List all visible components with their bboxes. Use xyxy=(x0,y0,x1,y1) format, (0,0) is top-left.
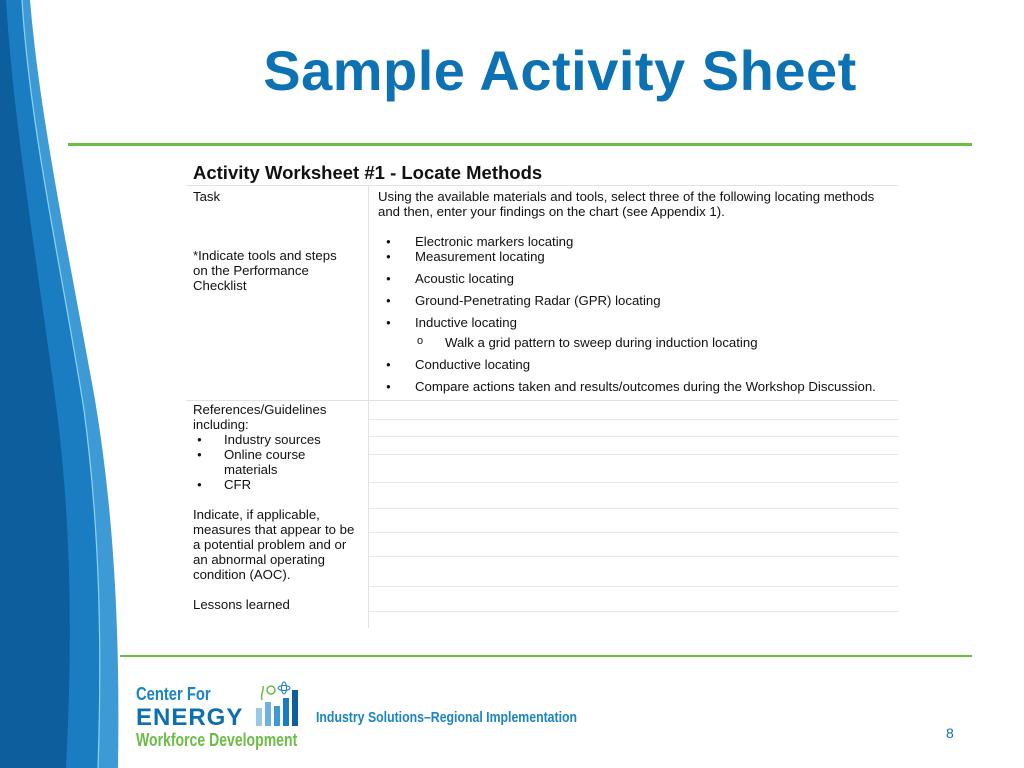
list-item: ● CFR xyxy=(193,477,368,492)
task-description: Using the available materials and tools, select three of the following locating methods and then, enter your findings on the chart (see Appendix 1). xyxy=(378,189,875,219)
lessons-learned-label: Lessons learned xyxy=(193,597,290,612)
energy-icons-graphic xyxy=(254,680,302,728)
references-row xyxy=(186,400,898,628)
locating-methods-list xyxy=(378,234,890,330)
list-item: ● Acoustic locating xyxy=(378,271,890,286)
logo-line-1: Center For xyxy=(136,684,211,704)
logo-line-2: ENERGY xyxy=(136,704,244,731)
inductive-sub-list xyxy=(378,335,890,350)
left-swoosh-decoration xyxy=(0,0,140,768)
green-divider-top xyxy=(68,143,972,146)
list-item: ● Conductive locating xyxy=(378,357,890,372)
tagline: Industry Solutions–Regional Implementation xyxy=(316,709,578,726)
page-title: Sample Activity Sheet xyxy=(263,39,857,102)
task-label: Task xyxy=(193,189,221,204)
aoc-instructions: Indicate, if applicable, measures that appear to be a potential problem and or an abnormal operating condition (AOC). xyxy=(193,507,355,582)
indicate-tools-note: *Indicate tools and steps on the Performance Checklist xyxy=(193,248,337,293)
list-item: ● Inductive locating xyxy=(378,315,890,330)
green-divider-bottom xyxy=(120,655,972,657)
blank-answer-area xyxy=(368,401,898,628)
list-item: ● Electronic markers locating xyxy=(378,234,890,249)
cewd-logo xyxy=(136,680,316,754)
logo-line-3: Workforce Development xyxy=(136,730,298,750)
list-item: o Walk a grid pattern to sweep during induction locating xyxy=(378,335,890,350)
list-item: ● Ground-Penetrating Radar (GPR) locating xyxy=(378,293,890,308)
list-item: ● Compare actions taken and results/outcomes during the Workshop Discussion. xyxy=(378,379,890,394)
list-item: ● Measurement locating xyxy=(378,249,890,264)
references-list xyxy=(193,432,368,492)
locating-methods-list-cont xyxy=(378,357,890,394)
references-label: References/Guidelines including: xyxy=(193,402,327,432)
page-number: 8 xyxy=(946,725,954,741)
worksheet-heading: Activity Worksheet #1 - Locate Methods xyxy=(186,162,898,186)
list-item: ● Online course materials xyxy=(193,447,334,477)
task-row xyxy=(186,186,898,400)
activity-worksheet-table xyxy=(186,162,898,628)
list-item: ● Industry sources xyxy=(193,432,368,447)
